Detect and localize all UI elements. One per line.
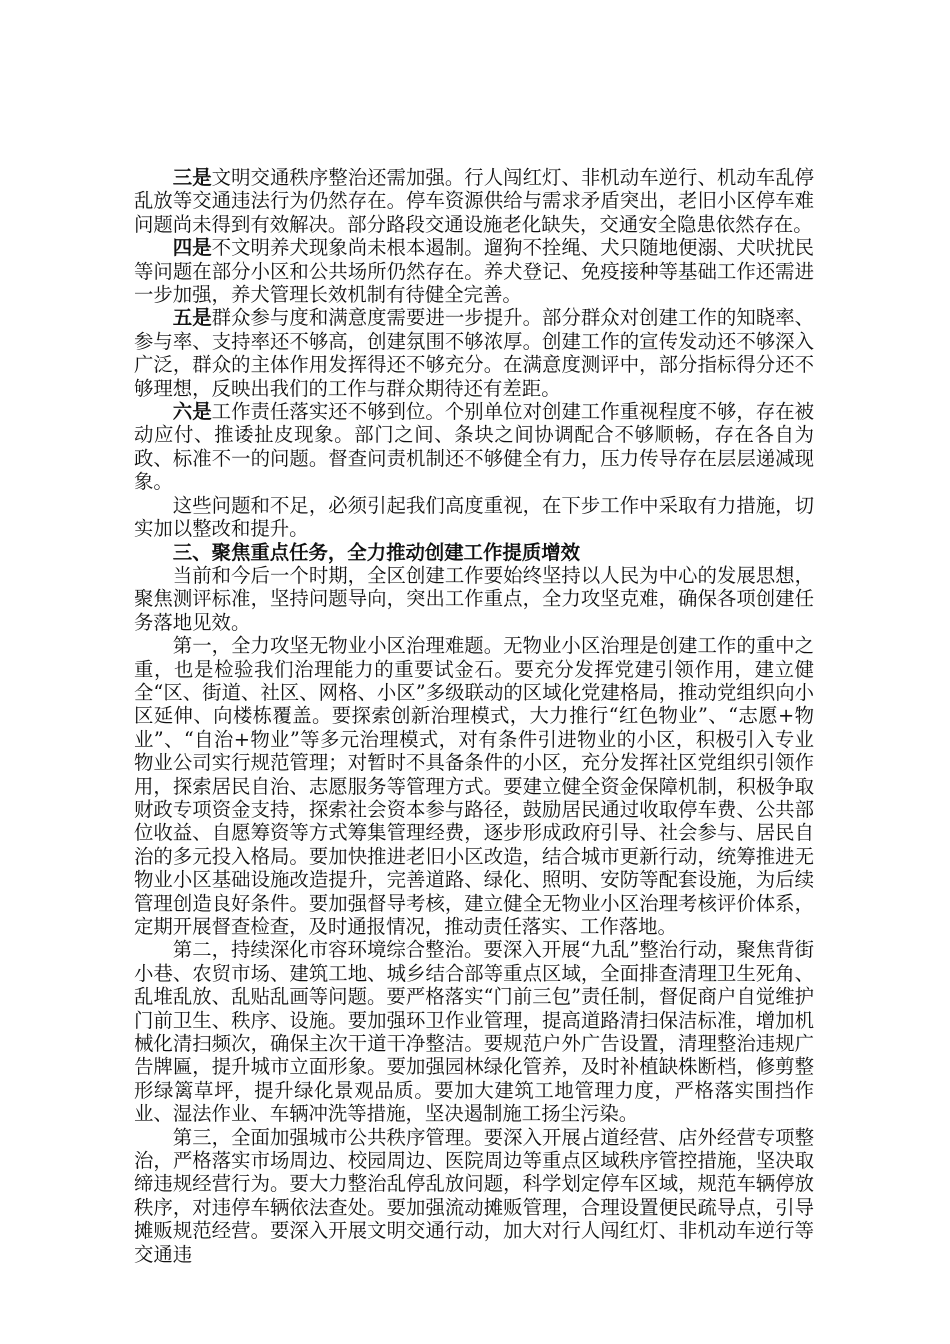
document-body	[134, 166, 814, 1266]
paragraph-lead: 三是	[172, 166, 212, 189]
section-intro-paragraph: 当前和今后一个时期，全区创建工作要始终坚持以人民为中心的发展思想，聚焦测评标准，坚持问题导向，突出工作重点，全力攻坚克难，确保各项创建任务落地见效。	[134, 563, 814, 634]
paragraph-problem-4	[134, 236, 814, 306]
paragraph-text: 群众参与度和满意度需要进一步提升。部分群众对创建工作的知晓率、参与率、支持率还不够高，创建氛围不够浓厚。创建工作的宣传发动还不够深入广泛，群众的主体作用发挥得还不够充分。在满意度测评中，部分指标得分还不够理想，反映出我们的工作与群众期待还有差距。	[134, 306, 815, 400]
paragraph-text: 不文明养犬现象尚未根本遏制。遛狗不拴绳、犬只随地便溺、犬吠扰民等问题在部分小区和公共场所仍然存在。养犬登记、免疫接种等基础工作还需进一步加强，养犬管理长效机制有待健全完善。	[134, 236, 815, 307]
task-paragraph-3: 第三，全面加强城市公共秩序管理。要深入开展占道经营、店外经营专项整治，严格落实市场周边、校园周边、医院周边等重点区域秩序管控措施，坚决取缔违规经营行为。要大力整治乱停乱放问题，科学划定停车区域，规范车辆停放秩序，对违停车辆依法查处。要加强流动摊贩管理，合理设置便民疏导点，引导摊贩规范经营。要深入开展文明交通行动，加大对行人闯红灯、非机动车逆行等交通违	[134, 1125, 814, 1266]
paragraph-lead: 五是	[172, 306, 212, 330]
paragraph-summary	[134, 494, 814, 541]
paragraph-problem-5	[134, 306, 814, 400]
task-paragraph-2: 第二，持续深化市容环境综合整治。要深入开展“九乱”整治行动，聚焦背街小巷、农贸市场、建筑工地、城乡结合部等重点区域，全面排查清理卫生死角、乱堆乱放、乱贴乱画等问题。要严格落实“门前三包”责任制，督促商户自觉维护门前卫生、秩序、设施。要加强环卫作业管理，提高道路清扫保洁标准，增加机械化清扫频次，确保主次干道干净整洁。要规范户外广告设置，清理整治违规广告牌匾，提升城市立面形象。要加强园林绿化管养，及时补植缺株断档，修剪整形绿篱草坪，提升绿化景观品质。要加大建筑工地管理力度，严格落实围挡作业、湿法作业、车辆冲洗等措施，坚决遏制施工扬尘污染。	[134, 938, 814, 1126]
paragraph-text: 这些问题和不足，必须引起我们高度重视，在下步工作中采取有力措施，切实加以整改和提升。	[134, 493, 814, 541]
task-paragraph-1: 第一，全力攻坚无物业小区治理难题。无物业小区治理是创建工作的重中之重，也是检验我们治理能力的重要试金石。要充分发挥党建引领作用，建立健全“区、街道、社区、网格、小区”多级联动的区域化党建格局，推动党组织向小区延伸、向楼栋覆盖。要探索创新治理模式，大力推行“红色物业”、“志愿+物业”、“自治+物业”等多元治理模式，对有条件引进物业的小区，积极引入专业物业公司实行规范管理；对暂时不具备条件的小区，充分发挥社区党组织引领作用，探索居民自治、志愿服务等管理方式。要建立健全资金保障机制，积极争取财政专项资金支持，探索社会资本参与路径，鼓励居民通过收取停车费、公共部位收益、自愿筹资等方式筹集管理经费，逐步形成政府引导、社会参与、居民自治的多元投入格局。要加快推进老旧小区改造，结合城市更新行动，统筹推进无物业小区基础设施改造提升，完善道路、绿化、照明、安防等配套设施，为后续管理创造良好条件。要加强督导考核，建立健全无物业小区治理考核评价体系，定期开展督查检查，及时通报情况，推动责任落实、工作落地。	[134, 634, 814, 938]
paragraph-text: 工作责任落实还不够到位。个别单位对创建工作重视程度不够，存在被动应付、推诿扯皮现象。部门之间、条块之间协调配合不够顺畅，存在各自为政、标准不一的问题。督查问责机制还不够健全有力，压力传导存在层层递减现象。	[134, 400, 815, 494]
paragraph-problem-6	[134, 400, 814, 494]
paragraph-lead: 四是	[172, 236, 212, 260]
section-heading: 三、聚焦重点任务，全力推动创建工作提质增效	[172, 540, 580, 564]
paragraph-problem-3	[134, 166, 814, 236]
paragraph-lead: 六是	[172, 400, 212, 424]
paragraph-text: 文明交通秩序整治还需加强。行人闯红灯、非机动车逆行、机动车乱停乱放等交通违法行为仍然存在。停车资源供给与需求矛盾突出，老旧小区停车难问题尚未得到有效解决。部分路段交通设施老化缺失，交通安全隐患依然存在。	[134, 166, 815, 236]
